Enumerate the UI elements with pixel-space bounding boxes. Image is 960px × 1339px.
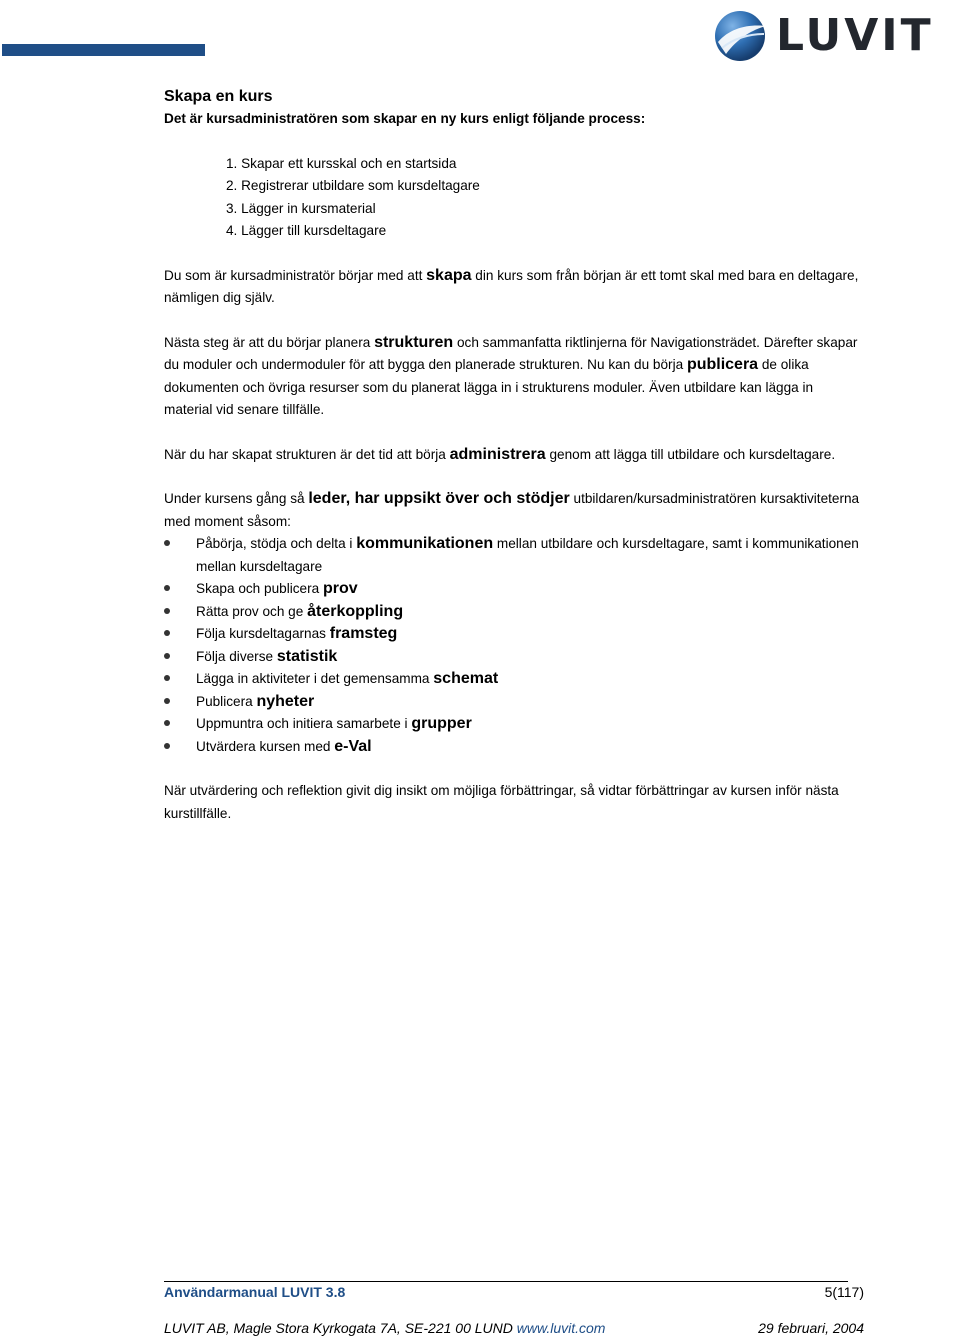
bullet-icon xyxy=(164,698,170,704)
text-run: Lägga in aktiviteter i det gemensamma xyxy=(196,671,434,686)
step-item: 1. Skapar ett kursskal och en startsida xyxy=(226,155,457,171)
text-run: och sammanfatta riktlinjerna för Navigationsträdet. Därefter skapar du moduler och undermoduler för att bygga den planerade strukturen. Nu kan du börja xyxy=(164,334,858,372)
bullet-icon xyxy=(164,608,170,614)
bullet-icon xyxy=(164,720,170,726)
bullet-icon xyxy=(164,653,170,659)
text-run: Följa kursdeltagarnas xyxy=(196,626,330,641)
paragraph-evaluation: När utvärdering och reflektion givit dig insikt om möjliga förbättringar, så vidtar förbättringar av kursen inför nästa kurstillfälle. xyxy=(164,783,839,821)
header-accent-bar xyxy=(2,44,205,56)
paragraph-administer xyxy=(164,444,864,467)
text-run: utbildaren/kursadministratören kursaktiviteterna med moment såsom: xyxy=(164,491,860,529)
keyword: e-Val xyxy=(334,737,372,755)
paragraph-create xyxy=(164,265,864,310)
footer-page-number: 5(117) xyxy=(824,1284,864,1300)
text-run: Påbörja, stödja och delta i xyxy=(196,536,357,551)
list-item xyxy=(164,668,864,691)
keyword: statistik xyxy=(276,647,338,665)
website-link[interactable]: www.luvit.com xyxy=(516,1320,606,1336)
list-item xyxy=(164,691,864,714)
intro-text: Det är kursadministratören som skapar en ny kurs enligt följande process: xyxy=(164,111,646,126)
list-item xyxy=(164,623,864,646)
text-run: Följa diverse xyxy=(196,648,277,664)
section-title: Skapa en kurs xyxy=(164,88,273,105)
keyword: prov xyxy=(322,580,358,597)
list-item xyxy=(164,601,864,624)
text-run: genom att lägga till utbildare och kursdeltagare. xyxy=(545,446,836,462)
step-item: 4. Lägger till kursdeltagare xyxy=(226,223,387,238)
text-run: mellan utbildare och kursdeltagare, samt i kommunikationen mellan kursdeltagare xyxy=(196,536,859,574)
keyword: administrera xyxy=(449,445,546,463)
bullet-icon xyxy=(164,743,170,749)
text-run: Utvärdera kursen med xyxy=(196,738,335,754)
address-text: LUVIT AB, Magle Stora Kyrkogata 7A, SE-221 00 LUND xyxy=(164,1320,517,1336)
footer-date: 29 februari, 2004 xyxy=(758,1320,864,1336)
bullet-icon xyxy=(164,630,170,636)
keyword: framsteg xyxy=(329,625,398,642)
logo-wordmark: LUVIT xyxy=(776,10,934,61)
step-item: 3. Lägger in kursmaterial xyxy=(226,200,376,216)
keyword: kommunikationen xyxy=(356,535,494,552)
keyword: skapa xyxy=(426,266,472,284)
text-run: Uppmuntra och initiera samarbete i xyxy=(196,716,412,731)
bullet-icon xyxy=(164,585,170,591)
list-item xyxy=(164,713,864,736)
globe-logo-icon xyxy=(712,8,768,64)
text-run: Nästa steg är att du börjar planera xyxy=(164,334,375,350)
text-run: de olika dokumenten och övriga resurser som du planerat lägga in i strukturens moduler. Även utbildare kan lägga in material vid senare tillfälle. xyxy=(164,357,814,417)
footer-address xyxy=(164,1318,605,1338)
document-body xyxy=(164,86,864,825)
text-run: Under kursens gång så xyxy=(164,491,309,506)
activity-list xyxy=(164,533,864,758)
text-run: Du som är kursadministratör börjar med att xyxy=(164,267,427,283)
company-logo xyxy=(712,6,952,66)
list-item xyxy=(164,578,864,601)
keyword: strukturen xyxy=(374,333,454,351)
process-steps xyxy=(164,153,864,243)
text-run: När du har skapat strukturen är det tid att börja xyxy=(164,446,450,462)
keyword: schemat xyxy=(433,670,499,687)
bullet-icon xyxy=(164,540,170,546)
footer-manual-title: Användarmanual LUVIT 3.8 xyxy=(164,1284,346,1300)
text-run: Skapa och publicera xyxy=(196,581,323,596)
text-run: Publicera xyxy=(196,693,257,709)
bullet-icon xyxy=(164,675,170,681)
keyword: publicera xyxy=(686,356,759,373)
text-run: Rätta prov och ge xyxy=(196,603,308,619)
list-item xyxy=(164,533,864,578)
list-item xyxy=(164,736,864,759)
paragraph-structure xyxy=(164,332,864,422)
step-item: 2. Registrerar utbildare som kursdeltagare xyxy=(226,178,480,193)
paragraph-during-course xyxy=(164,488,864,533)
text-run: din kurs som från början är ett tomt skal med bara en deltagare, nämligen dig själv. xyxy=(164,267,859,305)
keyword: nyheter xyxy=(256,692,315,710)
keyword: grupper xyxy=(411,715,472,732)
list-item xyxy=(164,646,864,669)
keyword: återkoppling xyxy=(307,602,404,620)
keyword: leder, har uppsikt över och stödjer xyxy=(308,490,570,507)
